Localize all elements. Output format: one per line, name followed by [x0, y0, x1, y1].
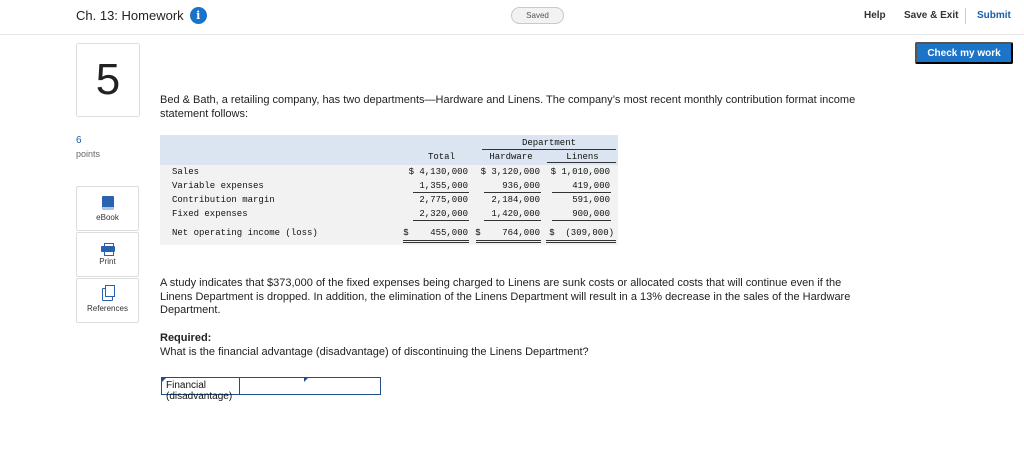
assignment-title [76, 7, 207, 24]
points-label: points [76, 149, 101, 159]
net-total: $ 455,000 [403, 228, 468, 238]
department-underline [482, 149, 616, 150]
variable-total: 1,355,000 [419, 181, 468, 191]
ebook-button[interactable] [76, 186, 139, 231]
fixed-linens-underline [552, 220, 611, 221]
answer-input[interactable] [240, 378, 380, 394]
points-value: 6 [76, 135, 82, 146]
info-icon[interactable]: i [190, 7, 207, 24]
study-paragraph: A study indicates that $373,000 of the fixed expenses being charged to Linens are sunk costs or allocated costs that will continue even if the Linens Department is dropped. In addition, the elimination of the Linens Department will result in a 13% decrease in the sales of the Hardware Department. [160, 277, 851, 316]
fixed-linens: 900,000 [572, 209, 610, 219]
print-button[interactable] [76, 232, 139, 277]
net-total-double-underline-2 [403, 242, 469, 243]
references-icon [102, 288, 113, 301]
income-statement-table [160, 135, 618, 245]
variable-linens-underline [552, 192, 611, 193]
column-header-total: Total [427, 152, 455, 162]
question-number: 5 [76, 43, 140, 117]
saved-status-badge: Saved [511, 7, 564, 24]
sales-linens: $ 1,010,000 [550, 167, 610, 177]
required-heading: Required: [160, 332, 212, 344]
column-header-linens: Linens [566, 152, 599, 162]
net-total-double-underline-1 [403, 240, 469, 241]
sales-total: $ 4,130,000 [408, 167, 468, 177]
fixed-hardware: 1,420,000 [491, 209, 540, 219]
column-header-hardware: Hardware [489, 152, 533, 162]
top-bar [0, 0, 1024, 35]
required-question: What is the financial advantage (disadvantage) of discontinuing the Linens Department? [160, 346, 589, 358]
printer-icon [101, 243, 115, 254]
save-exit-link[interactable]: Save & Exit [904, 10, 959, 21]
row-label-net-operating-income: Net operating income (loss) [172, 228, 318, 238]
row-label-contribution-margin: Contribution margin [172, 195, 275, 205]
net-linens-double-underline-1 [546, 240, 616, 241]
fixed-hardware-underline [484, 220, 541, 221]
variable-linens: 419,000 [572, 181, 610, 191]
check-my-work-button[interactable]: Check my work [915, 42, 1013, 64]
submit-link[interactable]: Submit [977, 10, 1011, 21]
answer-row [161, 377, 381, 402]
contribution-total: 2,775,000 [419, 195, 468, 205]
header-divider [965, 8, 966, 24]
question-intro: Bed & Bath, a retailing company, has two departments—Hardware and Linens. The company’s most recent monthly contribution format income statement follows: [160, 94, 856, 120]
net-hardware: $ 764,000 [475, 228, 540, 238]
print-label: Print [99, 257, 116, 266]
variable-hardware: 936,000 [502, 181, 540, 191]
references-button[interactable] [76, 278, 139, 323]
sales-hardware: $ 3,120,000 [480, 167, 540, 177]
book-icon [102, 196, 114, 210]
department-header: Department [521, 138, 576, 148]
help-link[interactable]: Help [864, 10, 886, 21]
net-hardware-double-underline-1 [476, 240, 541, 241]
net-linens: $ (309,000) [549, 228, 614, 238]
references-label: References [87, 304, 128, 313]
row-label-sales: Sales [172, 167, 200, 177]
ebook-label: eBook [96, 212, 119, 222]
row-label-variable-expenses: Variable expenses [172, 181, 264, 191]
linens-header-underline [547, 162, 616, 163]
net-hardware-double-underline-2 [476, 242, 541, 243]
contribution-hardware: 2,184,000 [491, 195, 540, 205]
contribution-linens: 591,000 [572, 195, 610, 205]
net-linens-double-underline-2 [546, 242, 616, 243]
answer-label: Financial (disadvantage) [162, 378, 240, 394]
variable-total-underline [413, 192, 469, 193]
input-corner-marker [304, 378, 308, 382]
variable-hardware-underline [484, 192, 541, 193]
row-label-fixed-expenses: Fixed expenses [172, 209, 248, 219]
assignment-title-text: Ch. 13: Homework [76, 8, 184, 23]
fixed-total-underline [413, 220, 469, 221]
fixed-total: 2,320,000 [419, 209, 468, 219]
label-corner-marker [162, 378, 166, 382]
